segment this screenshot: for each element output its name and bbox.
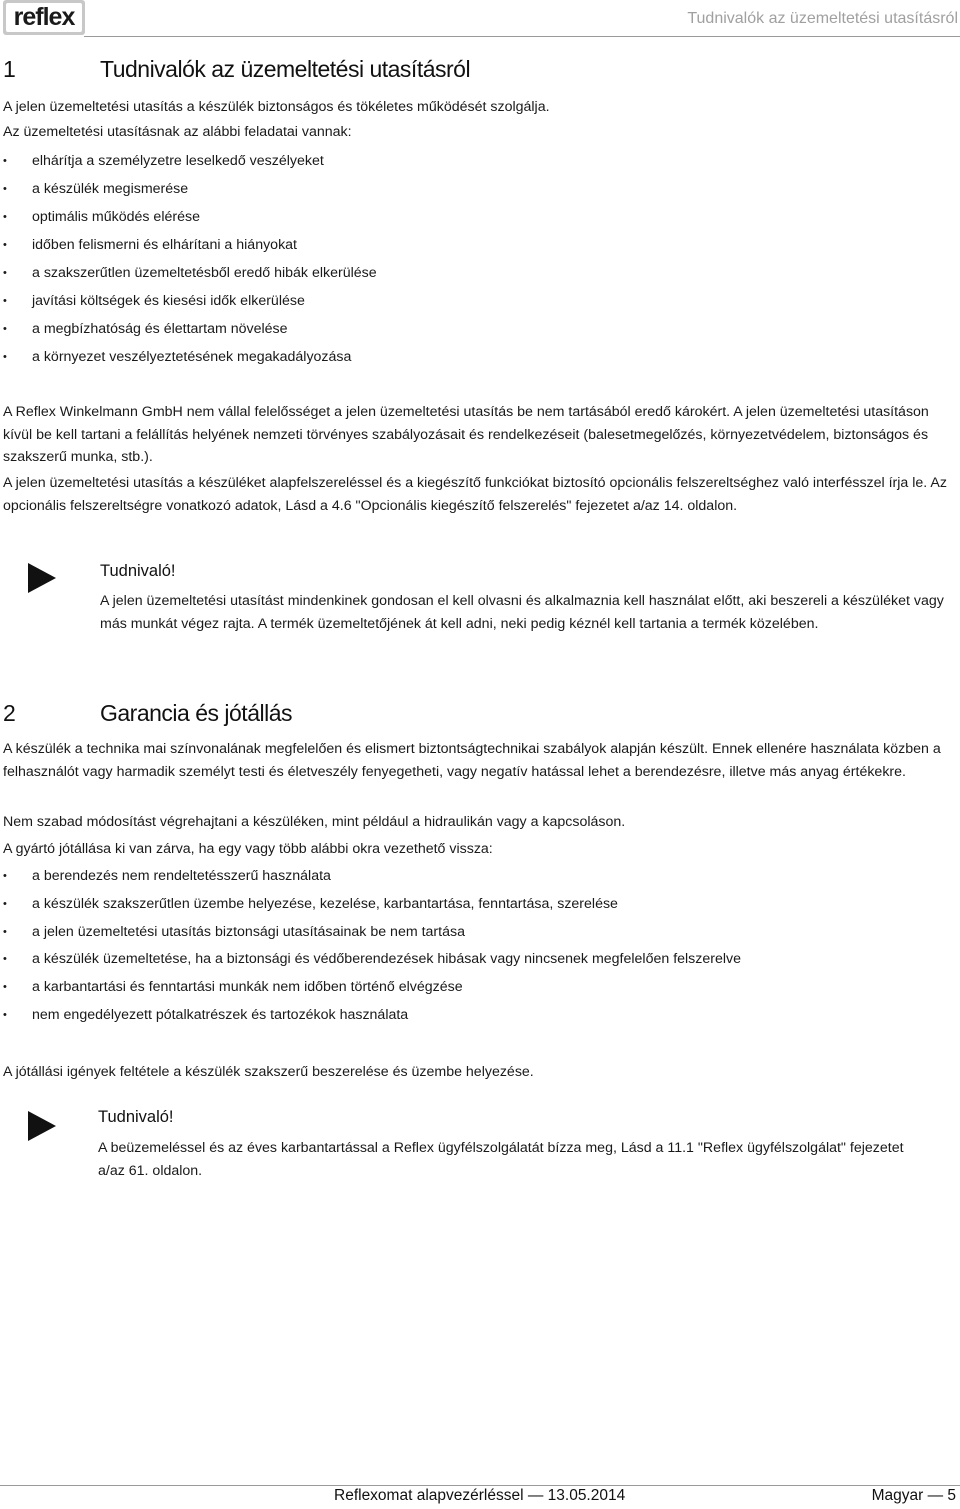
footer-page-number: Magyar — 5 [871,1487,956,1504]
section-1-title: Tudnivalók az üzemeltetési utasításról [100,56,471,82]
note-1-text: A jelen üzemeltetési utasítást mindenkinek gondosan el kell olvasni és alkalmaznia kell használat előtt, aki beszereli a készüléket vagy más munkát végez rajta. A termék üzemeltetőjének át kell adni, neki pedig kéznél kell tartania a termék közelében. [100,593,944,632]
list-item: • optimális működés elérése [0,203,377,231]
section-2-title: Garancia és jótállás [100,700,292,726]
warranty-exclusion-list [0,863,741,1030]
list-item: • a készülék szakszerűtlen üzembe helyezése, kezelése, karbantartása, fenntartása, szerelése [0,891,741,919]
note-2-text: A beüzemeléssel és az éves karbantartással a Reflex ügyfélszolgálatát bízza meg, Lásd a 11.1 "Reflex ügyfélszolgálat" fejezetet a/az 61. oldalon. [98,1140,904,1179]
note-1-title: Tudnivaló! [100,562,176,580]
note-arrow-icon [28,1111,56,1141]
list-item: • a készülék üzemeltetése, ha a biztonsági és védőberendezések hibásak vagy nincsenek megfelelően felszerelve [0,946,741,974]
list-item: • a szakszerűtlen üzemeltetésből eredő hibák elkerülése [0,259,377,287]
note-arrow-icon [28,563,56,593]
section-2-paragraph-3: A gyártó jótállása ki van zárva, ha egy vagy több alábbi okra vezethető vissza: [3,841,493,857]
section-2-paragraph-4: A jótállási igények feltétele a készülék szakszerű beszerelése és üzembe helyezése. [3,1064,534,1080]
list-item: • a készülék megismerése [0,175,377,203]
list-item: • javítási költségek és kiesési idők elkerülése [0,287,377,315]
note-2-title: Tudnivaló! [98,1108,174,1126]
section-1-tasks-lead: Az üzemeltetési utasításnak az alábbi feladatai vannak: [3,124,352,140]
list-item: • a környezet veszélyeztetésének megakadályozása [0,343,377,371]
reflex-logo [3,0,85,35]
section-1-number: 1 [3,56,16,82]
section-2-paragraph-1: A készülék a technika mai színvonalának megfelelően és elismert biztontságtechnikai szabályok alapján készült. Ennek ellenére használata közben a felhasználót vagy harmadik személyt testi és életveszély fenyegetheti, vagy negatív hatással lehet a berendezésre, illetve más anyag értékekre. [3,741,941,780]
header-divider [84,36,960,37]
list-item: • a jelen üzemeltetési utasítás biztonsági utasításainak be nem tartása [0,919,741,947]
list-item: • a karbantartási és fenntartási munkák nem időben történő elvégzése [0,974,741,1002]
section-2-paragraph-2: Nem szabad módosítást végrehajtani a készüléken, mint például a hidraulikán vagy a kapcsoláson. [3,814,626,830]
footer-divider [0,1485,960,1486]
logo-text: reflex [6,3,82,32]
section-1-task-list [0,147,377,371]
list-item: • elhárítja a személyzetre leselkedő veszélyeket [0,147,377,175]
options-paragraph: A jelen üzemeltetési utasítás a készüléket alapfelszereléssel és a kiegészítő funkciókat biztosító opcionális felszereltséghez való interfésszel írja le. Az opcionális felszereltségre vonatkozó adatok, Lásd a 4.6 "Opcionális kiegészítő felszerelés" fejezetet a/az 14. oldalon. [3,475,947,514]
section-1-intro: A jelen üzemeltetési utasítás a készülék biztonságos és tökéletes működését szolgálja. [3,99,550,115]
header-title: Tudnivalók az üzemeltetési utasításról [687,10,958,27]
list-item: • időben felismerni és elhárítani a hiányokat [0,231,377,259]
footer-document-info: Reflexomat alapvezérléssel — 13.05.2014 [334,1487,626,1504]
list-item: • nem engedélyezett pótalkatrészek és tartozékok használata [0,1002,741,1030]
list-item: • a berendezés nem rendeltetésszerű használata [0,863,741,891]
liability-paragraph: A Reflex Winkelmann GmbH nem vállal felelősséget a jelen üzemeltetési utasítás be nem tartásából eredő károkért. A jelen üzemeltetési utasításon kívül be kell tartani a felállítás helyének nemzeti törvényes szabályozásait és rendelkezéseit (balesetmegelőzés, környezetvédelem, biztonságos és szakszerű munka, stb.). [3,404,929,465]
section-2-number: 2 [3,700,16,726]
list-item: • a megbízhatóság és élettartam növelése [0,315,377,343]
